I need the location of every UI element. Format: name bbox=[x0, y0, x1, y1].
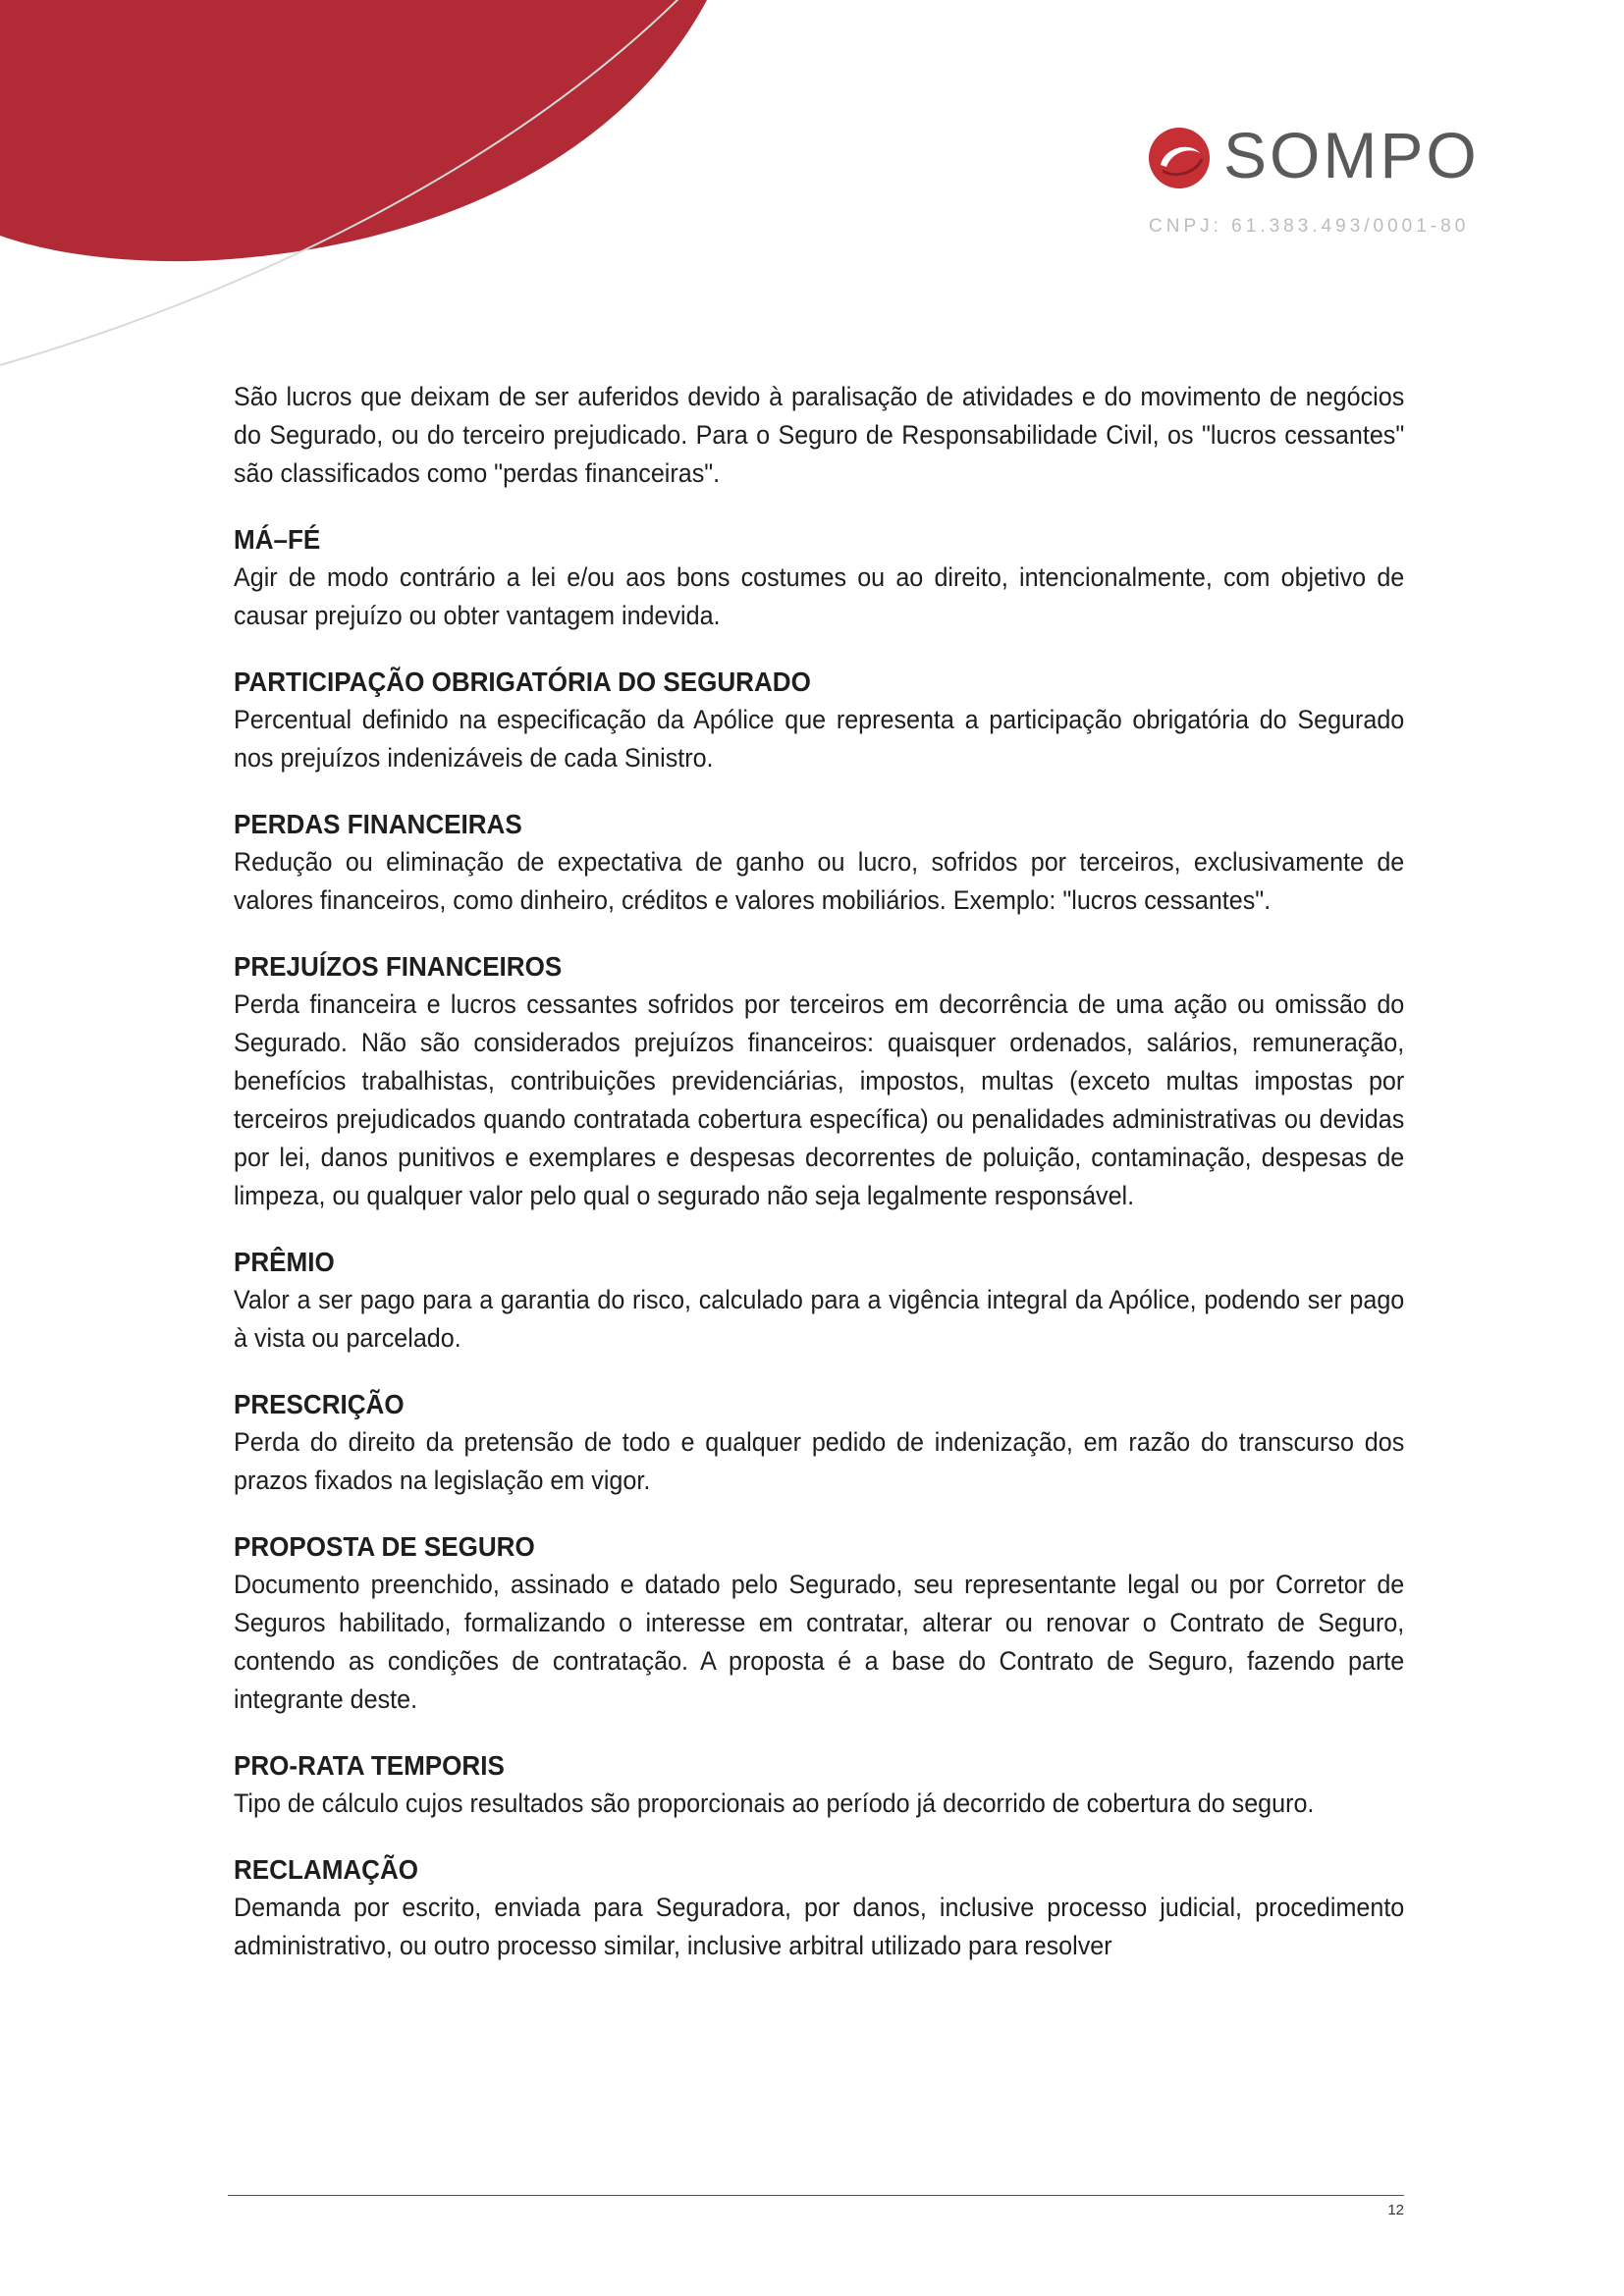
glossary-term: RECLAMAÇÃO bbox=[234, 1854, 419, 1885]
glossary-term: PRO-RATA TEMPORIS bbox=[234, 1750, 505, 1781]
glossary-term: PARTICIPAÇÃO OBRIGATÓRIA DO SEGURADO bbox=[234, 667, 811, 697]
page-number: 12 bbox=[1387, 2202, 1404, 2218]
sompo-logo-icon bbox=[1147, 126, 1212, 190]
glossary-definition: Percentual definido na especificação da Apólice que representa a participação obrigatória do Segurado nos prejuízos indenizáveis de cada Sinistro. bbox=[234, 705, 1405, 773]
glossary-definition: Agir de modo contrário a lei e/ou aos bons costumes ou ao direito, intencionalmente, com objetivo de causar prejuízo ou obter vantagem indevida. bbox=[234, 562, 1405, 630]
footer-divider bbox=[228, 2195, 1404, 2196]
glossary-term: MÁ–FÉ bbox=[234, 524, 321, 555]
glossary-term: PERDAS FINANCEIRAS bbox=[234, 809, 522, 839]
glossary-definition: Tipo de cálculo cujos resultados são proporcionais ao período já decorrido de cobertura do seguro. bbox=[234, 1789, 1315, 1818]
glossary-definition: Valor a ser pago para a garantia do risco, calculado para a vigência integral da Apólice, podendo ser pago à vista ou parcelado. bbox=[234, 1285, 1405, 1353]
glossary-entry bbox=[234, 1244, 1404, 1358]
glossary-entry bbox=[234, 806, 1404, 920]
brand-cnpj: CNPJ: 61.383.493/0001-80 bbox=[1149, 216, 1470, 237]
sompo-logo bbox=[1147, 118, 1510, 240]
glossary-term: PROPOSTA DE SEGURO bbox=[234, 1531, 535, 1562]
glossary-entry bbox=[234, 948, 1404, 1215]
glossary-term: PRÊMIO bbox=[234, 1247, 335, 1277]
glossary-definition: Perda financeira e lucros cessantes sofridos por terceiros em decorrência de uma ação ou omissão do Segurado. Não são considerados prejuízos financeiros: quaisquer ordenados, salários, remuneração, benefícios trabalhistas, contribuições previdenciárias, impostos, multas (exceto multas impostas por terceiros prejudicados quando contratada cobertura específica) ou penalidades administrativas ou devidas por lei, danos punitivos e exemplares e despesas decorrentes de poluição, contaminação, despesas de limpeza, ou qualquer valor pelo qual o segurado não seja legalmente responsável. bbox=[234, 989, 1405, 1210]
glossary-entry bbox=[234, 1851, 1404, 1965]
header-swoosh bbox=[0, 0, 746, 373]
glossary-entry bbox=[234, 664, 1404, 777]
glossary-definition: Redução ou eliminação de expectativa de ganho ou lucro, sofridos por terceiros, exclusivamente de valores financeiros, como dinheiro, créditos e valores mobiliários. Exemplo: "lucros cessantes". bbox=[234, 847, 1405, 915]
brand-name: SOMPO bbox=[1223, 119, 1480, 191]
glossary-definition: Perda do direito da pretensão de todo e qualquer pedido de indenização, em razão do transcurso dos prazos fixados na legislação em vigor. bbox=[234, 1427, 1405, 1495]
glossary-entry bbox=[234, 1528, 1404, 1719]
document-body bbox=[234, 378, 1404, 1994]
glossary-entry bbox=[234, 1386, 1404, 1500]
glossary-entry bbox=[234, 1747, 1404, 1823]
glossary-entry bbox=[234, 521, 1404, 635]
glossary-term: PRESCRIÇÃO bbox=[234, 1389, 405, 1419]
intro-paragraph: São lucros que deixam de ser auferidos devido à paralisação de atividades e do movimento de negócios do Segurado, ou do terceiro prejudicado. Para o Seguro de Responsabilidade Civil, os "lucros cessantes" são classificados como "perdas financeiras". bbox=[234, 382, 1405, 488]
glossary-definition: Documento preenchido, assinado e datado pelo Segurado, seu representante legal ou por Corretor de Seguros habilitado, formalizando o interesse em contratar, alterar ou renovar o Contrato de Seguro, contendo as condições de contratação. A proposta é a base do Contrato de Seguro, fazendo parte integrante deste. bbox=[234, 1570, 1405, 1714]
glossary-term: PREJUÍZOS FINANCEIROS bbox=[234, 951, 563, 982]
glossary-definition: Demanda por escrito, enviada para Seguradora, por danos, inclusive processo judicial, procedimento administrativo, ou outro processo similar, inclusive arbitral utilizado para resolver bbox=[234, 1893, 1405, 1960]
